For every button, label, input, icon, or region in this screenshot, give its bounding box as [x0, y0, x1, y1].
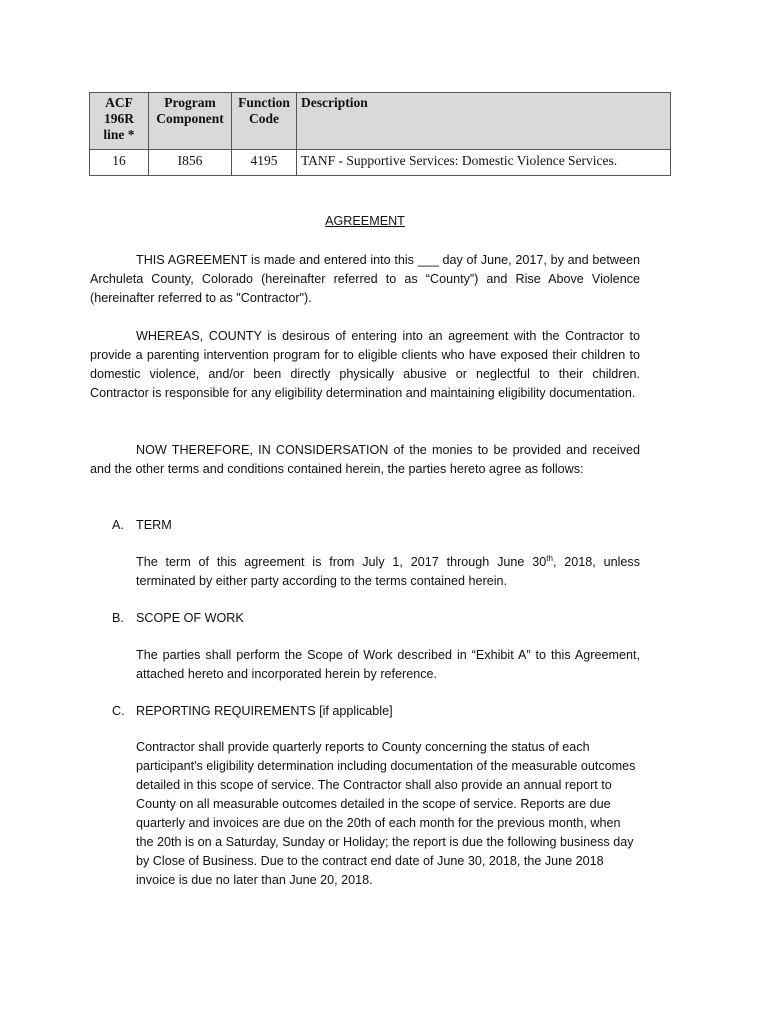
table-header-row [90, 93, 671, 150]
document-title: AGREEMENT [325, 214, 405, 228]
whereas-paragraph: WHEREAS, COUNTY is desirous of entering into an agreement with the Contractor to provide a parenting intervention program for to eligible clients who have exposed their children to domestic violence, and/or been directly physically abusive or neglectful to their children. Contractor is responsible for any eligibility determination and maintaining eligibility documentation. [90, 329, 640, 400]
now-therefore-paragraph: NOW THEREFORE, IN CONSIDERSATION of the monies to be provided and received and the other terms and conditions contained herein, the parties hereto agree as follows: [90, 443, 640, 476]
intro-paragraph: THIS AGREEMENT is made and entered into this ___ day of June, 2017, by and between Archuleta County, Colorado (hereinafter referred to as “County”) and Rise Above Violence (hereinafter referred to as "Contractor"). [90, 253, 640, 305]
header-function-code: Function Code [232, 93, 297, 150]
cell-program-component: I856 [149, 150, 232, 176]
section-a-heading [112, 516, 172, 535]
header-description: Description [297, 93, 671, 150]
table-row [90, 150, 671, 176]
section-a-letter: A. [112, 518, 124, 532]
section-b-heading [112, 609, 244, 628]
section-c-text: Contractor shall provide quarterly reports to County concerning the status of each participant's eligibility determination including documentation of the measurable outcomes detailed in this scope of service. The Contractor shall also provide an annual report to County on all measurable outcomes detailed in the scope of service. Reports are due quarterly and invoices are due on the 20th of each month for the previous month, when the 20th is on a Saturday, Sunday or Holiday; the report is due the following business day by Close of Business. Due to the contract end date of June 30, 2018, the June 2018 invoice is due no later than June 20, 2018. [136, 740, 636, 887]
section-b-title: SCOPE OF WORK [136, 611, 244, 625]
section-c-heading [112, 702, 393, 721]
section-b-letter: B. [112, 611, 124, 625]
term-text-end: , 2018, unless terminated by either party according to the terms contained herein. [136, 555, 640, 588]
section-a-text [136, 553, 640, 591]
section-a-title: TERM [136, 518, 172, 532]
cell-acf-line: 16 [90, 150, 149, 176]
program-code-table [89, 92, 671, 176]
section-c-title: REPORTING REQUIREMENTS [if applicable] [136, 704, 393, 718]
header-program-component: Program Component [149, 93, 232, 150]
section-b-text: The parties shall perform the Scope of Work described in “Exhibit A” to this Agreement, attached hereto and incorporated herein by reference. [136, 648, 640, 681]
cell-function-code: 4195 [232, 150, 297, 176]
ordinal-suffix: th [546, 553, 553, 563]
header-acf-line: ACF 196R line * [90, 93, 149, 150]
term-text-start: The term of this agreement is from July 1, 2017 through June 30 [136, 555, 547, 569]
cell-description: TANF - Supportive Services: Domestic Violence Services. [297, 150, 671, 176]
section-c-letter: C. [112, 704, 125, 718]
